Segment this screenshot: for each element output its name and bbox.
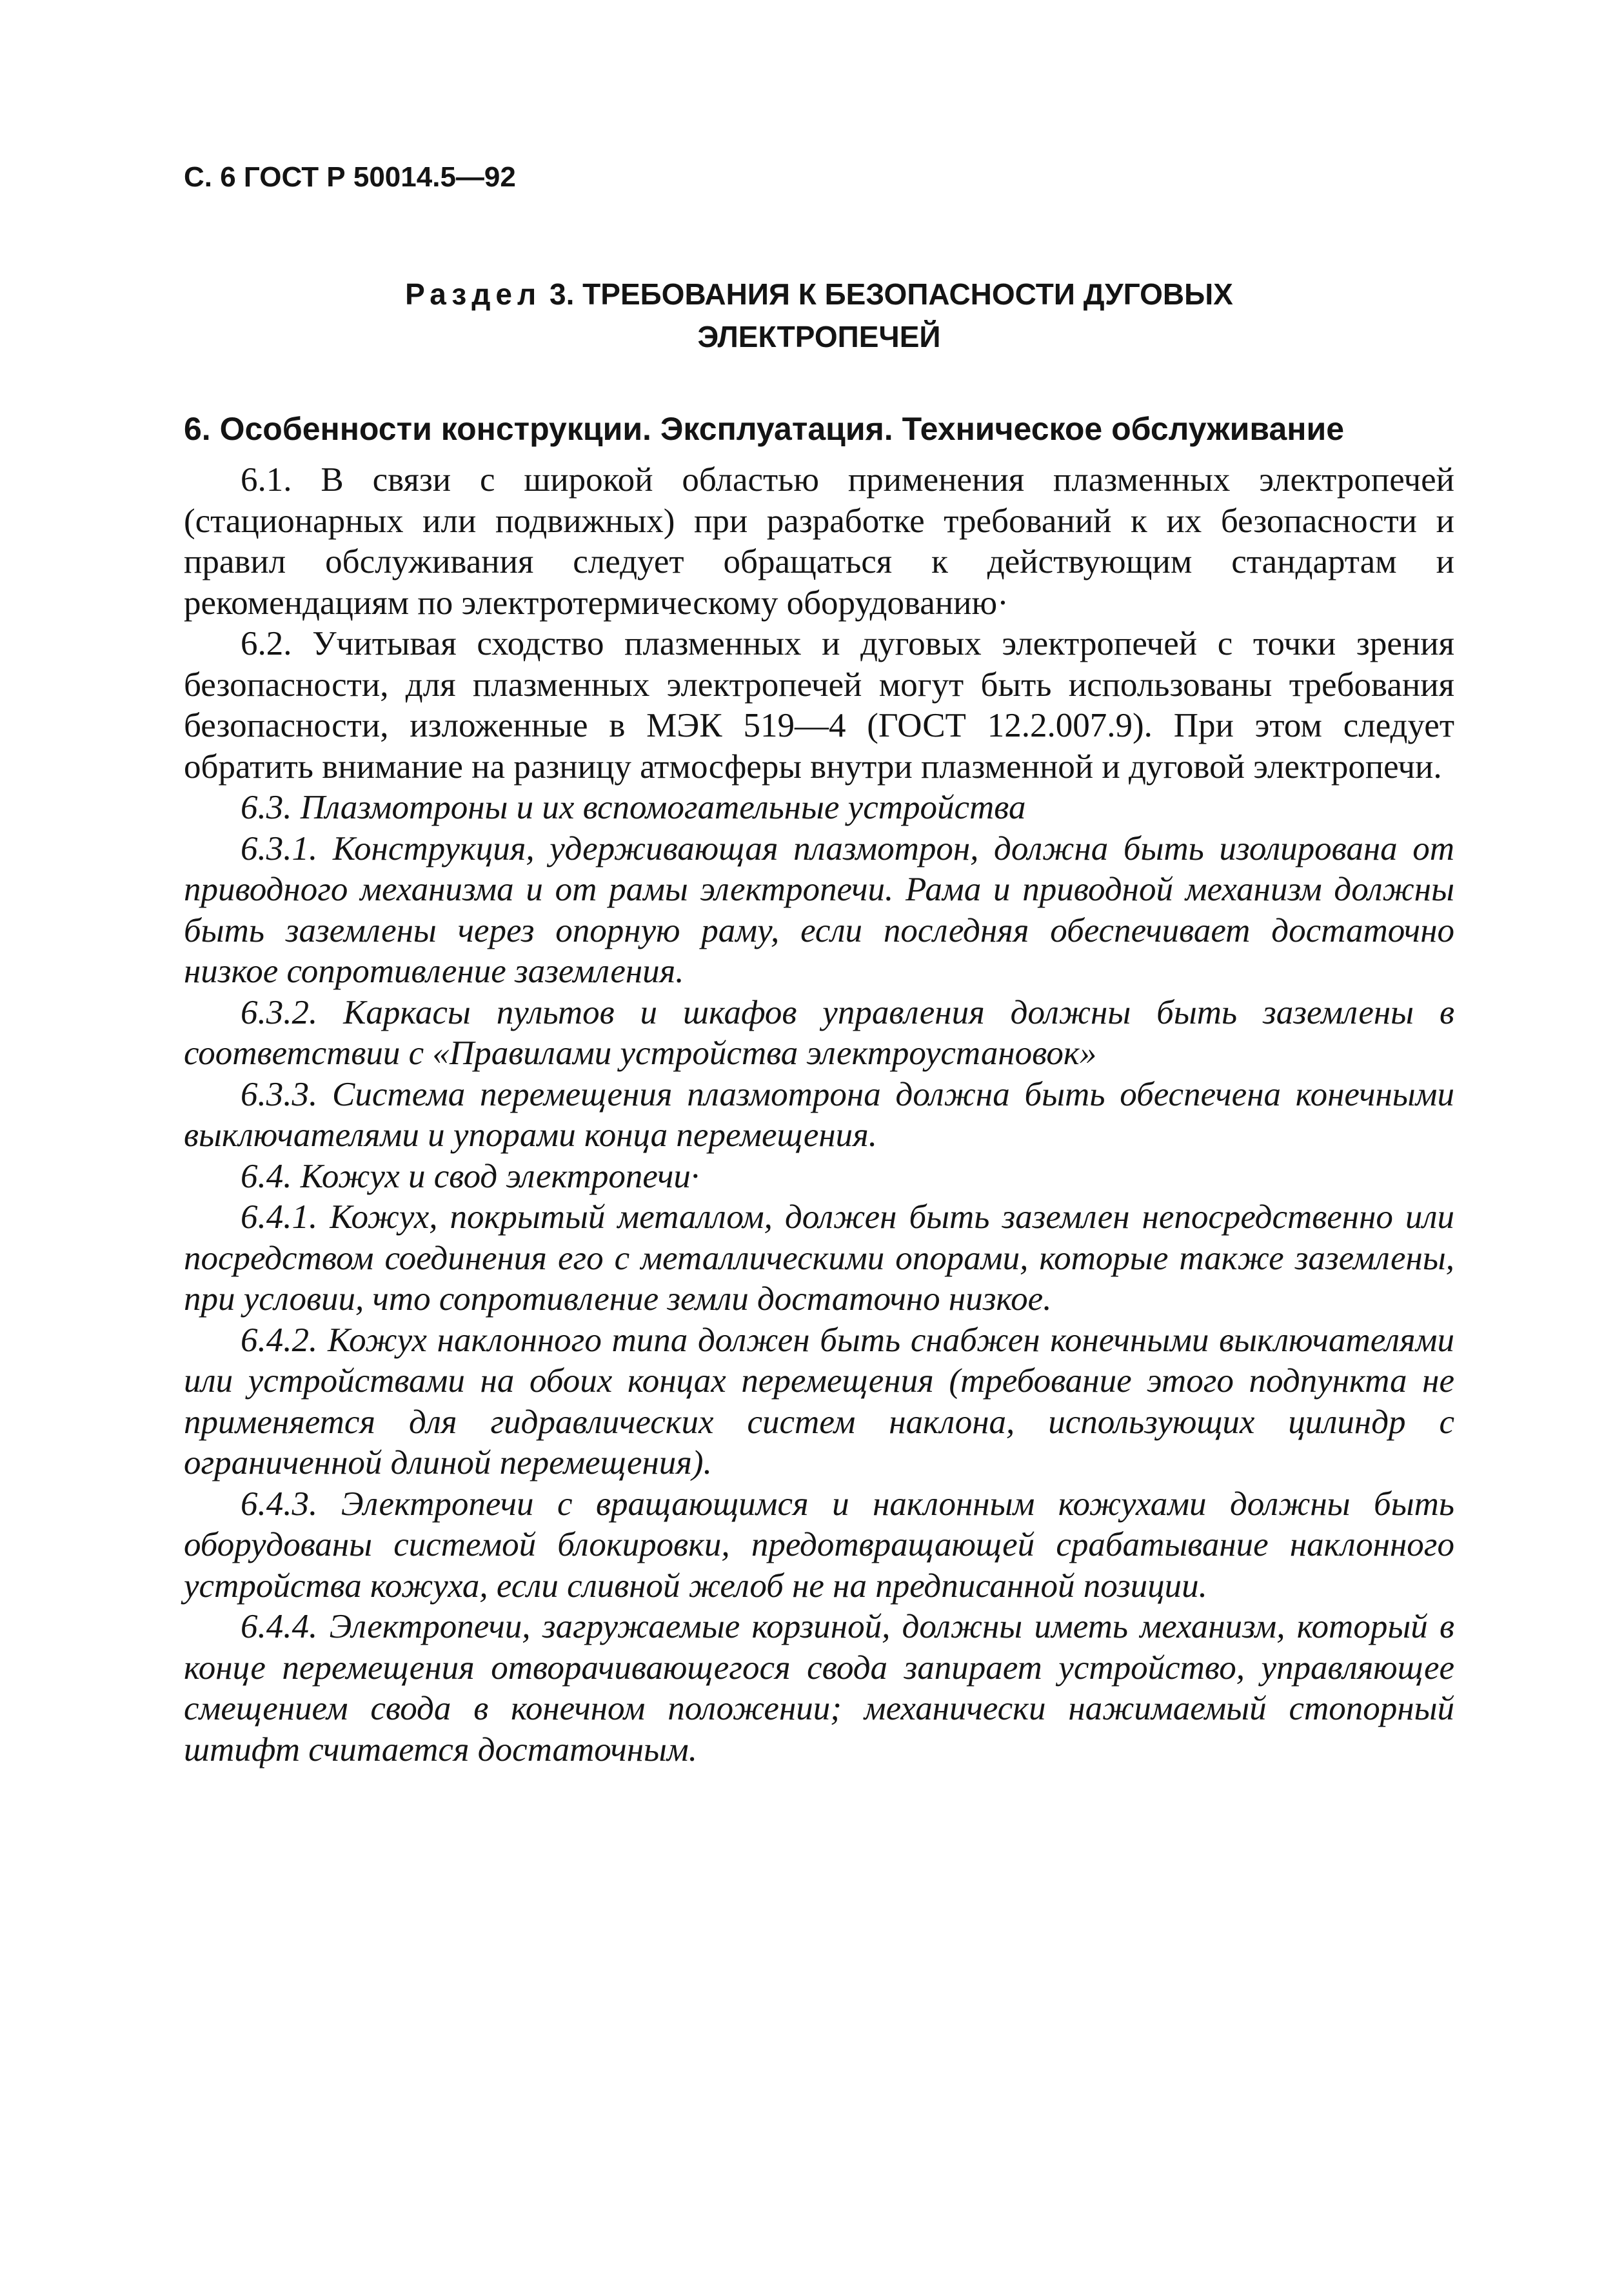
paragraph-6-4-1 [184,1197,1454,1320]
paragraph-number: 6.4.2. [241,1321,318,1359]
paragraph-6-4-2 [184,1320,1454,1484]
paragraph-number: 6.3.2. [241,993,318,1031]
paragraph-6-2 [184,624,1454,787]
paragraph-text: Электропечи с вращающимся и наклонным кожухами должны быть оборудованы системой блокировки, предотвращающей срабатывание наклонного устройства кожуха, если сливной желоб не на предписанной позиции. [184,1485,1454,1605]
paragraph-number: 6.3.3. [241,1075,318,1113]
paragraph-text: Электропечи, загружаемые корзиной, должны иметь механизм, который в конце перемещения отворачивающегося свода запирает устройство, управляющее смещением свода в конечном положении; механически нажимаемый стопорный штифт считается достаточным. [184,1608,1454,1768]
paragraph-6-1 [184,460,1454,624]
paragraph-6-3-2 [184,993,1454,1075]
paragraph-text: Плазмотроны и их вспомогательные устройства [292,789,1026,826]
section-title [184,273,1454,358]
paragraph-number: 6.4. [241,1157,292,1195]
paragraph-6-4 [184,1156,1454,1198]
paragraph-number: 6.4.4. [241,1608,318,1645]
clause-heading: 6. Особенности конструкции. Эксплуатация. Техническое обслуживание [184,411,1345,447]
paragraph-6-3-3 [184,1075,1454,1156]
paragraph-text: Конструкция, удерживающая плазмотрон, должна быть изолирована от приводного механизма и от рамы электропечи. Рама и приводной механизм должны быть заземлены через опорную раму, если последняя обеспечивает достаточно низкое сопротивление заземления. [184,829,1454,990]
paragraph-number: 6.3.1. [241,829,318,867]
paragraph-text: В связи с широкой областью применения плазменных электропечей (стационарных или подвижных) при разработке требований к их безопасности и правил обслуживания следует обращаться к действующим стандартам и рекомендациям по электротермическому оборудованию· [184,461,1454,622]
paragraph-text: Кожух наклонного типа должен быть снабжен конечными выключателями или устройствами на обоих концах перемещения (требование этого подпункта не применяется для гидравлических систем наклона, использующих цилиндр с ограниченной длиной перемещения). [184,1321,1454,1481]
section-prefix: Раздел [405,277,542,311]
paragraph-number: 6.2. [241,625,292,662]
paragraph-6-4-3 [184,1484,1454,1607]
section-title-line-1 [184,273,1454,315]
paragraph-text: Учитывая сходство плазменных и дуговых электропечей с точки зрения безопасности, для плазменных электропечей могут быть использованы требования безопасности, изложенные в МЭК 519—4 (ГОСТ 12.2.007.9). При этом следует обратить внимание на разницу атмосферы внутри плазменной и дуговой электропечи. [184,625,1454,786]
document-page [184,158,1454,1770]
paragraph-number: 6.4.3. [241,1485,318,1523]
paragraph-number: 6.4.1. [241,1198,318,1236]
paragraph-text: Каркасы пультов и шкафов управления должны быть заземлены в соответствии с «Правилами устройства электроустановок» [184,993,1454,1072]
page-header: С. 6 ГОСТ Р 50014.5—92 [184,161,516,193]
paragraph-text: Кожух и свод электропечи· [292,1157,700,1195]
paragraph-6-4-4 [184,1607,1454,1770]
paragraph-text: Кожух, покрытый металлом, должен быть заземлен непосредственно или посредством соединения его с металлическими опорами, которые также заземлены, при условии, что сопротивление земли достаточно низкое. [184,1198,1454,1318]
paragraph-number: 6.3. [241,789,292,826]
paragraph-text: Система перемещения плазмотрона должна быть обеспечена конечными выключателями и упорами конца перемещения. [184,1075,1454,1154]
section-title-line-2: ЭЛЕКТРОПЕЧЕЙ [697,320,941,353]
paragraph-6-3 [184,787,1454,829]
paragraph-6-3-1 [184,829,1454,993]
paragraph-number: 6.1. [241,461,292,499]
section-number-title: 3. ТРЕБОВАНИЯ К БЕЗОПАСНОСТИ ДУГОВЫХ [541,277,1233,311]
